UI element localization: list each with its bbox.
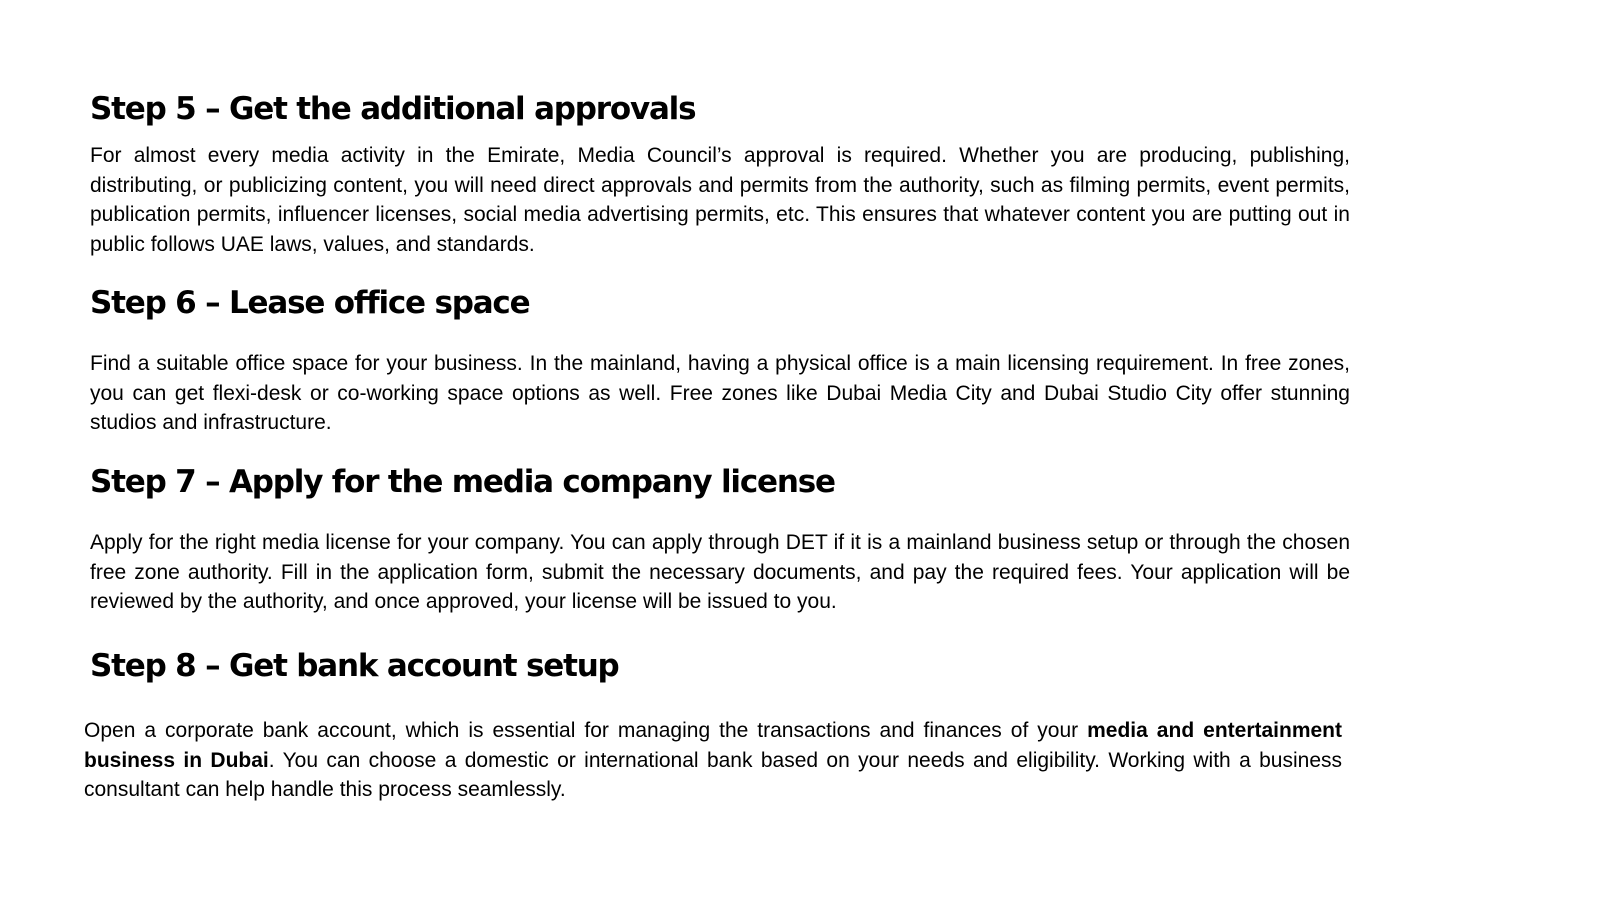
section-body-step-6: Find a suitable office space for your business. In the mainland, having a physical office is a main licensing requirement. In free zones, you can get flexi-desk or co-working space options as well. Free zones like Dubai Media City and Dubai Studio City offer stunning studios and infrastructure. [90,352,1350,434]
section-heading-step-8: Step 8 – Get bank account setup [90,648,619,684]
section-body-step-5: For almost every media activity in the Emirate, Media Council’s approval is required. Whether you are producing, publishing, distributing, or publicizing content, you will need direct approvals and permits from the authority, such as filming permits, event permits, publication permits, influencer licenses, social media advertising permits, etc. This ensures that whatever content you are putting out in public follows UAE laws, values, and standards. [90,144,1350,256]
body-text-end: . You can choose a domestic or international bank based on your needs and eligibility. Working with a business consultant can help handle this process seamlessly. [84,748,1343,801]
body-text-start: Open a corporate bank account, which is essential for managing the transactions and finances of your [84,719,1088,742]
section-heading-step-6: Step 6 – Lease office space [90,285,530,321]
section-body-step-7: Apply for the right media license for your company. You can apply through DET if it is a mainland business setup or through the chosen free zone authority. Fill in the application form, submit the necessary documents, and pay the required fees. Your application will be reviewed by the authority, and once approved, your license will be issued to you. [90,531,1350,613]
section-heading-step-7: Step 7 – Apply for the media company license [90,464,835,500]
section-heading-step-5: Step 5 – Get the additional approvals [90,91,696,127]
section-body-step-8 [84,716,1342,805]
body-text-bold-phrase: media and entertainment business in Dubai [84,719,1342,772]
